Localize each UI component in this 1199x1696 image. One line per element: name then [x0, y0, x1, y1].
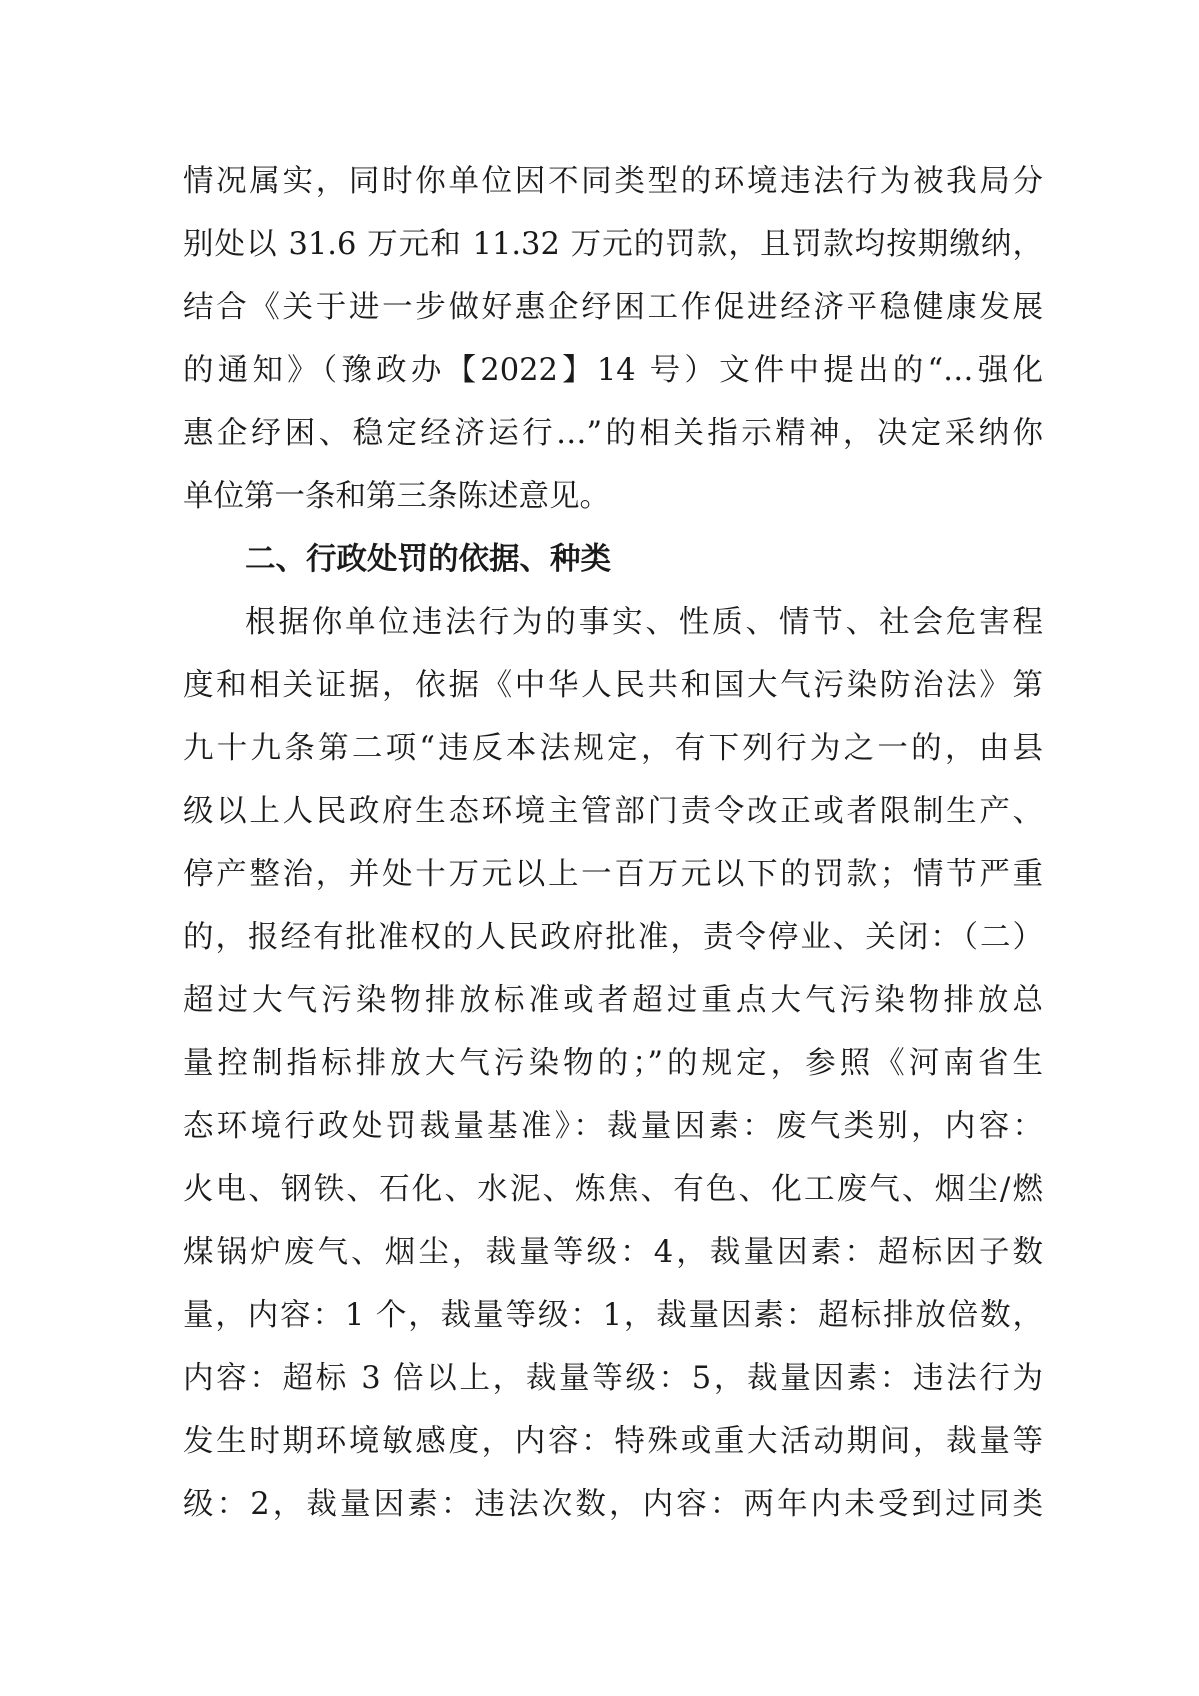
text-line: 火电、钢铁、石化、水泥、炼焦、有色、化工废气、烟尘/燃: [183, 1172, 1043, 1207]
text-line: 发生时期环境敏感度，内容：特殊或重大活动期间，裁量等: [183, 1424, 1043, 1459]
text-line: 级：2，裁量因素：违法次数，内容：两年内未受到过同类: [183, 1487, 1043, 1522]
text-line: 的，报经有批准权的人民政府批准，责令停业、关闭：（二）: [183, 920, 1043, 955]
text-line: 煤锅炉废气、烟尘，裁量等级：4，裁量因素：超标因子数: [183, 1235, 1043, 1270]
paragraph-statement-adoption: [183, 150, 1043, 528]
text-line: 惠企纾困、稳定经济运行…”的相关指示精神，决定采纳你: [183, 416, 1043, 451]
text-line: 内容：超标 3 倍以上，裁量等级：5，裁量因素：违法行为: [183, 1361, 1043, 1396]
text-line: 情况属实，同时你单位因不同类型的环境违法行为被我局分: [183, 164, 1043, 199]
text-line: 别处以 31.6 万元和 11.32 万元的罚款，且罚款均按期缴纳，: [183, 227, 1043, 262]
text-line: 九十九条第二项“违反本法规定，有下列行为之一的，由县: [183, 731, 1043, 766]
section-heading: 二、行政处罚的依据、种类: [245, 542, 611, 577]
text-line: 度和相关证据，依据《中华人民共和国大气污染防治法》第: [183, 668, 1043, 703]
document-page: [183, 150, 1043, 1536]
text-line: 根据你单位违法行为的事实、性质、情节、社会危害程: [245, 605, 1043, 640]
text-line: 量控制指标排放大气污染物的；”的规定，参照《河南省生: [183, 1046, 1043, 1081]
text-line: 量，内容：1 个，裁量等级：1，裁量因素：超标排放倍数，: [183, 1298, 1043, 1333]
text-line: 超过大气污染物排放标准或者超过重点大气污染物排放总: [183, 983, 1043, 1018]
text-line: 的通知》（豫政办【2022】14 号）文件中提出的“…强化: [183, 353, 1043, 388]
text-line: 单位第一条和第三条陈述意见。: [183, 479, 610, 514]
text-line: 级以上人民政府生态环境主管部门责令改正或者限制生产、: [183, 794, 1043, 829]
text-line: 态环境行政处罚裁量基准》：裁量因素：废气类别，内容：: [183, 1109, 1043, 1144]
text-line: 停产整治，并处十万元以上一百万元以下的罚款；情节严重: [183, 857, 1043, 892]
paragraph-penalty-basis: [183, 591, 1043, 1536]
text-line: 结合《关于进一步做好惠企纾困工作促进经济平稳健康发展: [183, 290, 1043, 325]
